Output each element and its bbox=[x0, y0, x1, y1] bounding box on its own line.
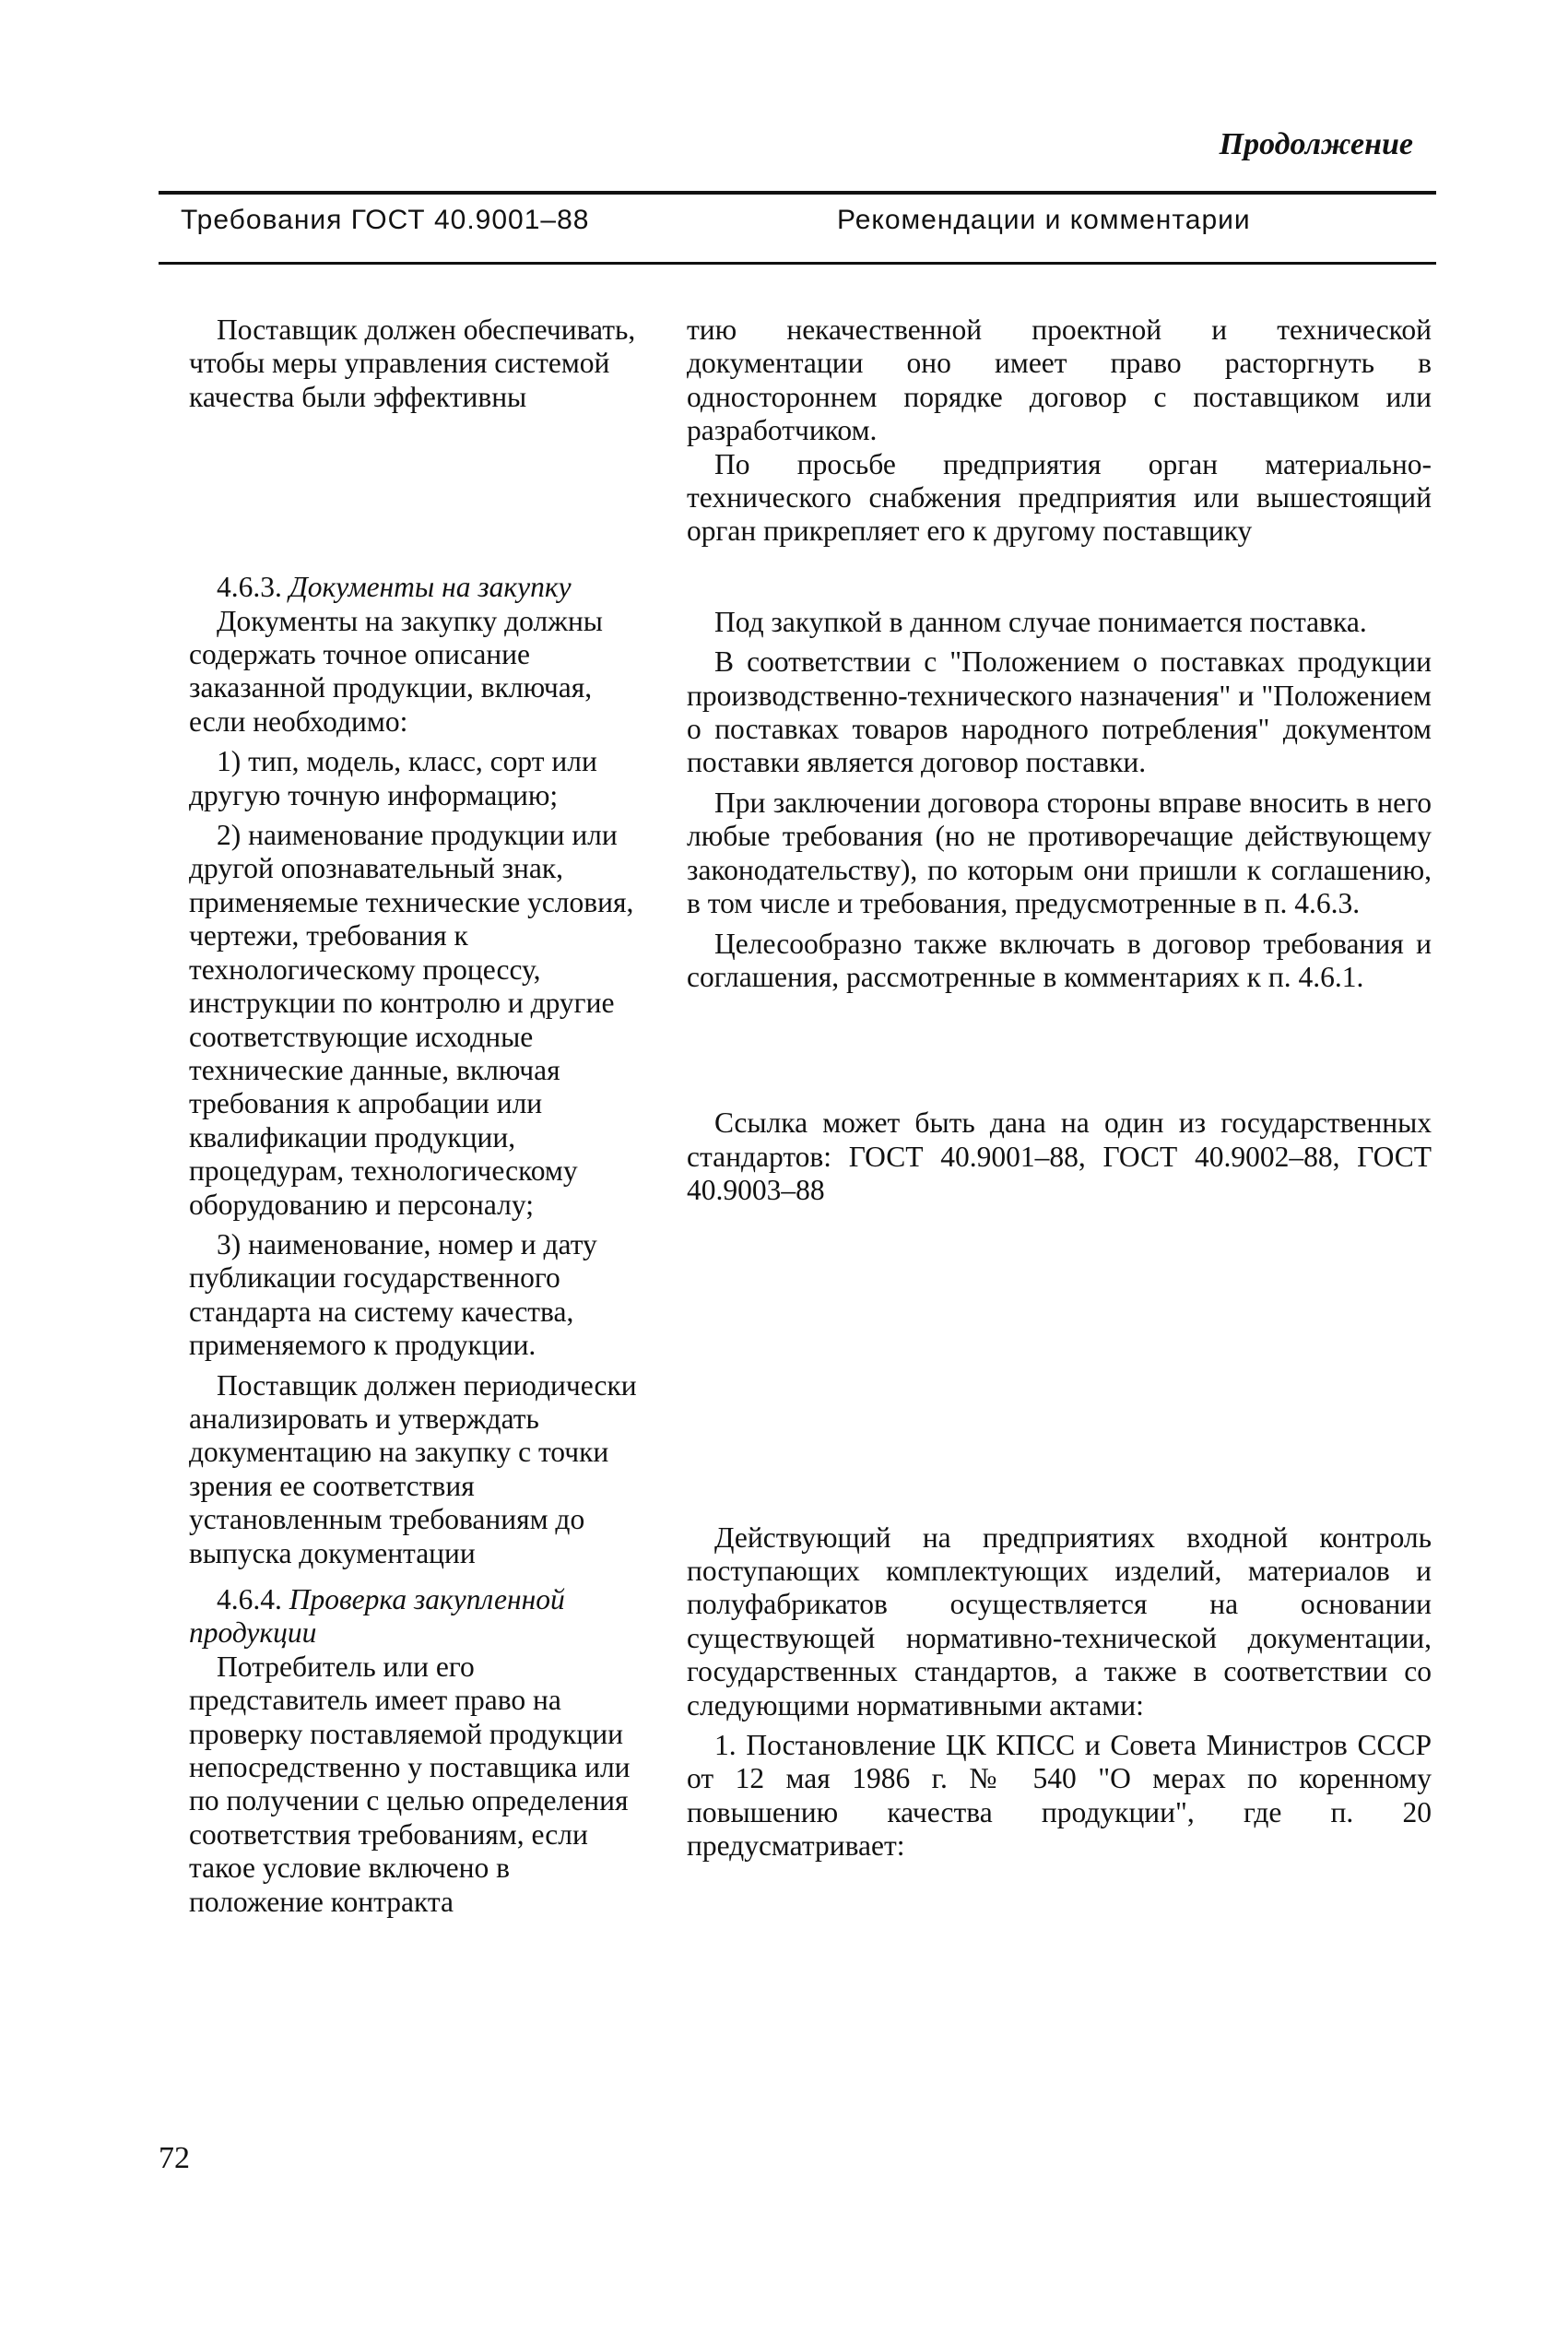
section-title: Документы на закупку bbox=[289, 571, 572, 604]
left-paragraph-4: Потребитель или его представитель имеет право на проверку поставляемой продукции непосредственно у поставщика или по получении с целью определения соответствия требованиям, если такое условие включено в положение контракта bbox=[189, 1650, 631, 1918]
left-paragraph-3: Поставщик должен периодически анализировать и утверждать документацию на закупку с точки зрения ее соответствия установленным требованиям до выпуска документации bbox=[189, 1368, 637, 1569]
continuation-label: Продолжение bbox=[1219, 127, 1413, 161]
section-number: 4.6.4. bbox=[217, 1583, 282, 1615]
left-list-item-3: 3) наименование, номер и дату публикации государственного стандарта на систему качества, применяемого к продукции. bbox=[189, 1227, 597, 1362]
right-paragraph-5: При заключении договора стороны вправе вносить в него любые требования (но не противоречащие действующему законодательству), по которым они пришли к соглашению, в том числе и требования, предусмотренные в п. 4.6.3. bbox=[687, 786, 1432, 920]
left-paragraph-1: Поставщик должен обеспечивать, чтобы меры управления системой качества были эффективны bbox=[189, 314, 636, 413]
top-rule bbox=[159, 191, 1436, 195]
column-header-right: Рекомендации и комментарии bbox=[837, 205, 1251, 235]
right-paragraph-9: 1. Постановление ЦК КПСС и Совета Министров СССР от 12 мая 1986 г. № 540 "О мерах по коренному повышению качества продукции", где п. 20 предусматривает: bbox=[687, 1728, 1432, 1863]
right-paragraph-3: Под закупкой в данном случае понимается поставка. bbox=[714, 605, 1367, 638]
left-column bbox=[189, 314, 641, 1919]
right-paragraph-4: В соответствии с "Положением о поставках продукции производственно-технического назначения" и "Положением о поставках товаров народного потребления" документом поставки является договор поставки. bbox=[687, 645, 1432, 779]
right-paragraph-8: Действующий на предприятиях входной контроль поступающих комплектующих изделий, материалов и полуфабрикатов осуществляется на основании существующей нормативно-технической документации, государственных стандартов, а также в соответствии со следующими нормативными актами: bbox=[687, 1520, 1432, 1722]
right-paragraph-6: Целесообразно также включать в договор требования и соглашения, рассмотренные в комментариях к п. 4.6.1. bbox=[687, 927, 1432, 993]
section-number: 4.6.3. bbox=[217, 571, 282, 604]
right-paragraph-7: Ссылка может быть дана на один из государственных стандартов: ГОСТ 40.9001–88, ГОСТ 40.9002–88, ГОСТ 40.9003–88 bbox=[687, 1106, 1432, 1207]
right-paragraph-2: По просьбе предприятия орган материально-технического снабжения предприятия или вышестоящий орган прикрепляет его к другому поставщику bbox=[687, 447, 1432, 548]
page-number: 72 bbox=[159, 2141, 190, 2175]
right-column bbox=[687, 314, 1432, 1864]
header-rule bbox=[159, 262, 1436, 265]
left-list-item-1: 1) тип, модель, класс, сорт или другую точную информацию; bbox=[189, 745, 597, 811]
section-4-6-3-heading bbox=[189, 571, 641, 604]
section-title: Проверка закупленной продукции bbox=[189, 1583, 565, 1650]
right-paragraph-1: тию некачественной проектной и технической документации оно имеет право расторгнуть в одностороннем порядке договор с поставщиком или разработчиком. bbox=[687, 314, 1432, 447]
left-paragraph-2: Документы на закупку должны содержать точное описание заказанной продукции, включая, если необходимо: bbox=[189, 604, 603, 738]
left-list-item-2: 2) наименование продукции или другой опознавательный знак, применяемые технические условия, чертежи, требования к технологическому процессу, инструкции по контролю и другие соответствующие исходные технические данные, включая требования к апробации или квалификации продукции, процедурам, технологическому оборудованию и персоналу; bbox=[189, 819, 634, 1221]
section-4-6-4-heading bbox=[189, 1583, 641, 1651]
column-header-left: Требования ГОСТ 40.9001–88 bbox=[181, 205, 590, 235]
